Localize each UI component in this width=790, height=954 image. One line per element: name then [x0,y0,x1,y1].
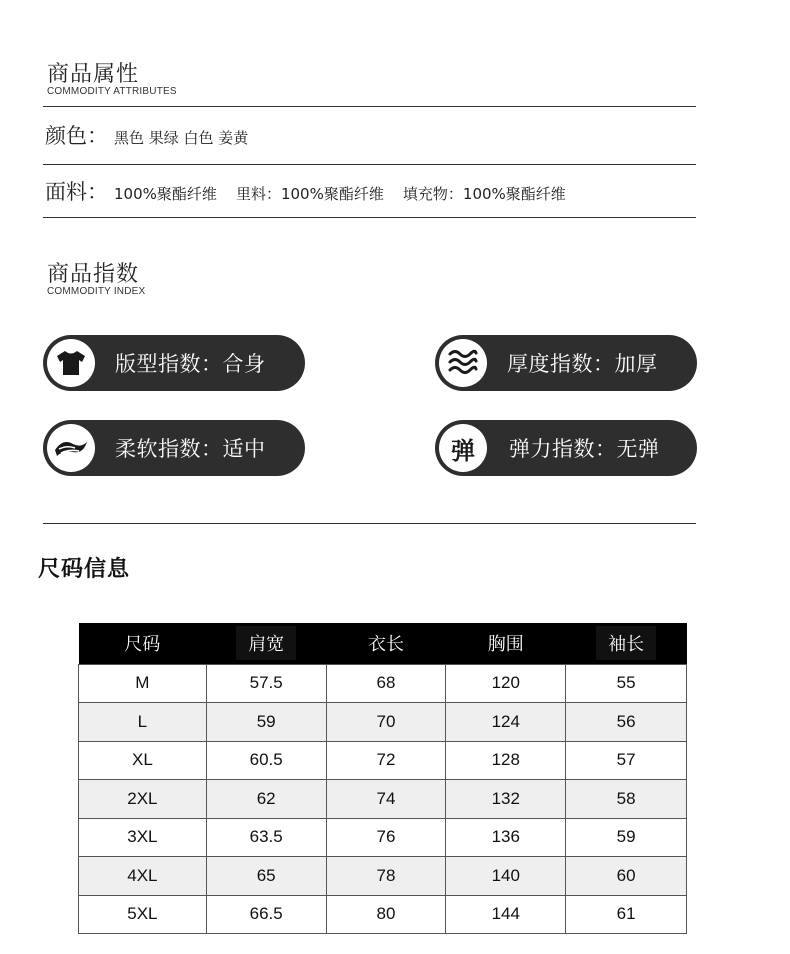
table-cell: 57.5 [206,664,326,703]
index-subtitle: COMMODITY INDEX [47,286,146,297]
size-table [78,623,687,934]
table-cell: 66.5 [206,895,326,934]
elasticity-index-label: 弹力指数：无弹 [509,437,660,461]
table-row [79,741,687,780]
elasticity-index-badge [435,420,697,476]
color-row [45,120,248,150]
elastic-icon-char: 弹 [451,436,475,465]
table-cell: 124 [446,703,566,742]
size-cell: L [79,703,207,742]
thickness-index-label: 厚度指数：加厚 [507,352,658,376]
table-cell: 60.5 [206,741,326,780]
table-row [79,857,687,896]
table-cell: 58 [566,780,687,819]
table-cell: 57 [566,741,687,780]
header-shoulder-label: 肩宽 [236,626,296,660]
softness-index-badge [43,420,305,476]
fit-index-badge [43,335,305,391]
table-cell: 65 [206,857,326,896]
size-cell: 3XL [79,818,207,857]
header-sleeve-label: 袖长 [596,626,656,660]
size-info-title: 尺码信息 [38,557,131,582]
color-key: 颜色： [45,124,108,148]
size-cell: 2XL [79,780,207,819]
header-shoulder [206,623,326,664]
fabric-key: 面料： [45,180,108,204]
size-cell: 4XL [79,857,207,896]
table-cell: 76 [326,818,446,857]
softness-index-label: 柔软指数：适中 [115,437,266,461]
table-cell: 144 [446,895,566,934]
table-cell: 59 [206,703,326,742]
attributes-title: 商品属性 [47,62,140,87]
header-length: 衣长 [326,623,446,664]
header-sleeve [566,623,687,664]
table-row [79,664,687,703]
header-chest: 胸围 [446,623,566,664]
size-table-header [79,623,687,664]
table-cell: 80 [326,895,446,934]
divider [43,164,696,165]
divider [43,523,696,524]
table-cell: 68 [326,664,446,703]
table-cell: 136 [446,818,566,857]
divider [43,106,696,107]
table-row [79,780,687,819]
table-row [79,895,687,934]
color-values: 黑色 果绿 白色 姜黄 [114,129,249,147]
table-cell: 120 [446,664,566,703]
tshirt-icon [47,339,95,387]
thickness-index-badge [435,335,697,391]
table-cell: 78 [326,857,446,896]
table-cell: 70 [326,703,446,742]
table-cell: 61 [566,895,687,934]
header-size: 尺码 [79,623,207,664]
fabric-values: 100%聚酯纤维 里料：100%聚酯纤维 填充物：100%聚酯纤维 [114,185,566,203]
table-cell: 55 [566,664,687,703]
size-cell: M [79,664,207,703]
table-cell: 63.5 [206,818,326,857]
table-cell: 59 [566,818,687,857]
table-cell: 132 [446,780,566,819]
table-cell: 74 [326,780,446,819]
table-row [79,818,687,857]
fabric-row [45,176,566,206]
waves-icon [439,339,487,387]
table-cell: 140 [446,857,566,896]
elastic-icon [439,424,487,472]
size-cell: XL [79,741,207,780]
table-cell: 72 [326,741,446,780]
feather-icon [47,424,95,472]
divider [43,217,696,218]
size-cell: 5XL [79,895,207,934]
table-row [79,703,687,742]
table-cell: 60 [566,857,687,896]
attributes-subtitle: COMMODITY ATTRIBUTES [47,86,177,97]
table-cell: 62 [206,780,326,819]
table-cell: 128 [446,741,566,780]
index-title: 商品指数 [47,262,140,287]
table-cell: 56 [566,703,687,742]
fit-index-label: 版型指数：合身 [115,352,266,376]
